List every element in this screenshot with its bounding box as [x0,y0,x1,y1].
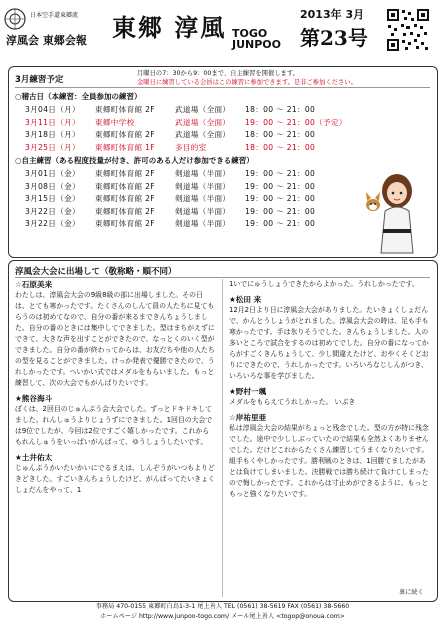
schedule-time: 19：00 ～ 21：00（予定） [245,117,347,127]
footer-address: 事務局 470-0155 東郷町白鳥1-3-1 尾上善人 TEL (0561) 38-5619 FAX (0561) 38-5660 [95,603,350,610]
self-practice-heading: ○自主練習（ある程度技量が付き、許可のある人だけ参加できる練習） [15,156,254,165]
schedule-room: 武道場（全面） [175,117,231,127]
report-text: 私は淳風会大会の結果がちょっと残念でした。型の方が特に残念でした。途中で少ししぶっていたので結果も全然よくありませんでした。だけどこれからたくさん練習してうまくなりたいです。組手もくやしかったです。勝利戦のときは、1回勝てましたがあとは負けてしまいました。決勝戦では勝ち続けて負けてしまったので悔しかったです。これからは寸止めができるように、もっともっと強くなりたいです。 [229,424,429,498]
schedule-time: 18：00 ～ 21：00 [245,105,316,114]
org-subtitle: 日本空手道東郷流 [30,12,79,19]
reports-divider [15,277,430,278]
schedule-divider [15,87,430,88]
reports-left-column [15,279,215,500]
schedule-room: 多目的室 [175,142,207,152]
schedule-time: 19：00 ～ 21：00 [245,181,316,191]
schedule-place: 東郷町体育館 2F [95,130,155,139]
report-text: メダルをもらえてうれしかった。 いぶき [229,398,356,406]
schedule-time: 19：00 ～ 21：00 [245,219,316,228]
schedule-date: 3月22日（金） [25,206,80,216]
schedule-time: 19：00 ～ 21：00 [245,194,316,203]
report-text: ぼくは、2回目のじゅんぷう会大会でした。ずっとドキドキしてました。れんしゅうよりじょうずにできました。1回目の大会では9位でしたが、今回は2位ですごく嬉しかったです。これからもれんしゅうをいっぱいがんばって、ゆうしょうしたいです。 [15,405,213,446]
issue-number: 第23号 [300,26,368,50]
report-author: ★野村一颯 [229,387,267,396]
main-practice-heading: ○稽古日（本練習：全員参加の練習） [15,92,142,101]
karate-girl-illustration [361,167,433,255]
romaji-title [232,28,281,50]
reports-title: 淳風会大会に出場して（敬称略・順不同） [15,267,177,277]
newsletter-title: 東郷 淳風 [112,13,227,42]
column-divider [222,279,223,597]
emblem-icon [4,8,26,30]
report-entry [15,279,215,389]
schedule-date: 3月18日（月） [25,130,80,139]
schedule-place: 東郷町体育館 2F [95,219,155,228]
schedule-room: 剣道場（半面） [175,206,231,216]
schedule-place: 東郷町体育館 2F [95,206,155,216]
report-author: ☆石原美来 [15,280,53,289]
footer [0,602,445,622]
schedule-date: 3月22日（金） [25,219,80,228]
schedule-box [8,66,438,258]
schedule-place: 東郷町体育館 2F [95,169,155,178]
schedule-room: 剣道場（半面） [175,194,231,203]
tournament-reports-box [8,260,438,602]
schedule-notice-1: 月曜日の7：30から9：00まで、自主練習を開催します。 [137,70,299,77]
footer-contact: ホームページ http://www.junpoo-togo.com/ メール尾上善人 <togop@onoua.com> [100,613,345,620]
continued-note: 裏に続く [399,589,424,596]
report-author: ★熊谷海斗 [15,394,53,403]
schedule-place: 東郷中学校 [95,117,135,127]
romaji-line-1: TOGO [232,27,268,40]
schedule-place: 東郷町体育館 2F [95,194,155,203]
report-entry [229,279,429,290]
org-logo-block [4,6,108,60]
issue-date: 2013年 3月 [300,8,365,21]
schedule-title: 3月練習予定 [15,75,64,85]
schedule-date: 3月01日（金） [25,169,80,178]
report-entry [229,294,429,382]
schedule-date: 3月08日（金） [25,181,80,191]
report-author: ★土井佑太 [15,453,53,462]
reports-right-column [229,279,429,504]
report-author: ☆岸祐里亜 [229,413,267,422]
schedule-time: 18：00 ～ 21：00 [245,142,316,152]
schedule-room: 武道場（全面） [175,105,231,114]
schedule-date: 3月25日（月） [25,142,80,152]
report-entry [15,452,215,496]
schedule-time: 19：00 ～ 21：00 [245,206,316,216]
schedule-date: 3月15日（金） [25,194,80,203]
report-author: ★松田 来 [229,295,262,304]
report-entry [229,386,429,408]
schedule-time: 19：00 ～ 21：00 [245,169,316,178]
schedule-date: 3月04日（月） [25,105,80,114]
schedule-room: 剣道場（半面） [175,181,231,191]
schedule-place: 東郷町体育館 2F [95,181,155,191]
report-text: わたしは、淳風会大会の9級8級の部に出場しました。その日は、とても寒かったです。たくさんのしんて員の人たちに見てもらうのは初めてなので、自分の番が来るまできんちょうしました。自分の番のときには集中してできました。型はまちがえずにできて、大きな声を出すことができたので、なっとくのいく型ができました。自分の番が終わってからは、お友だちや他の人たちの型を見ることができました。けっか発表で優勝できたので、うれしかったです。へいかい式ではメダルをもらいました。もっと練習して、次の大会でもがんばりたいです。 [15,291,215,387]
report-text: 12月2日より日に淳風会大会がありました。たいきょくしょだんで、かんとうしょうがとれました。淳風会大会の時は、足も手も寒かったです。手は氷りそうでした。きんちょうしました。人の多いところで試合をするのは初めてでした。自分の番になってからがすごくきんちょうして、少し間違えたけど、おやくそくどおりにできたので、うれしかったです。いろいろなじしんがつき、いろいろな事を学びました。 [229,306,429,380]
schedule-place: 東郷町体育館 1F [95,142,155,152]
romaji-line-2: JUNPOO [232,38,281,51]
org-name: 淳風会 東郷会報 [6,34,87,47]
qr-code-icon [386,8,430,52]
report-text: じゅんぷうかいたいかいにでるまえは、しんぞうがいつもよりどきどきした。すごいきんちょうしたけど、がんばってたいきょくしょだんをやって、1 [15,464,215,494]
schedule-time: 18：00 ～ 21：00 [245,130,316,139]
report-entry [229,412,429,500]
report-text: 1いでにゅうしょうできたからよかった。うれしかったです。 [229,280,419,288]
schedule-date: 3月11日（月） [25,117,80,127]
schedule-room: 武道場（全面） [175,130,231,139]
schedule-notice-2: 金曜日に練習している会員はこの練習に参加できます。是非ご参加ください。 [137,79,357,86]
schedule-room: 剣道場（半面） [175,219,231,228]
schedule-place: 東郷町体育館 2F [95,105,155,114]
report-entry [15,393,215,448]
schedule-room: 剣道場（半面） [175,169,231,178]
